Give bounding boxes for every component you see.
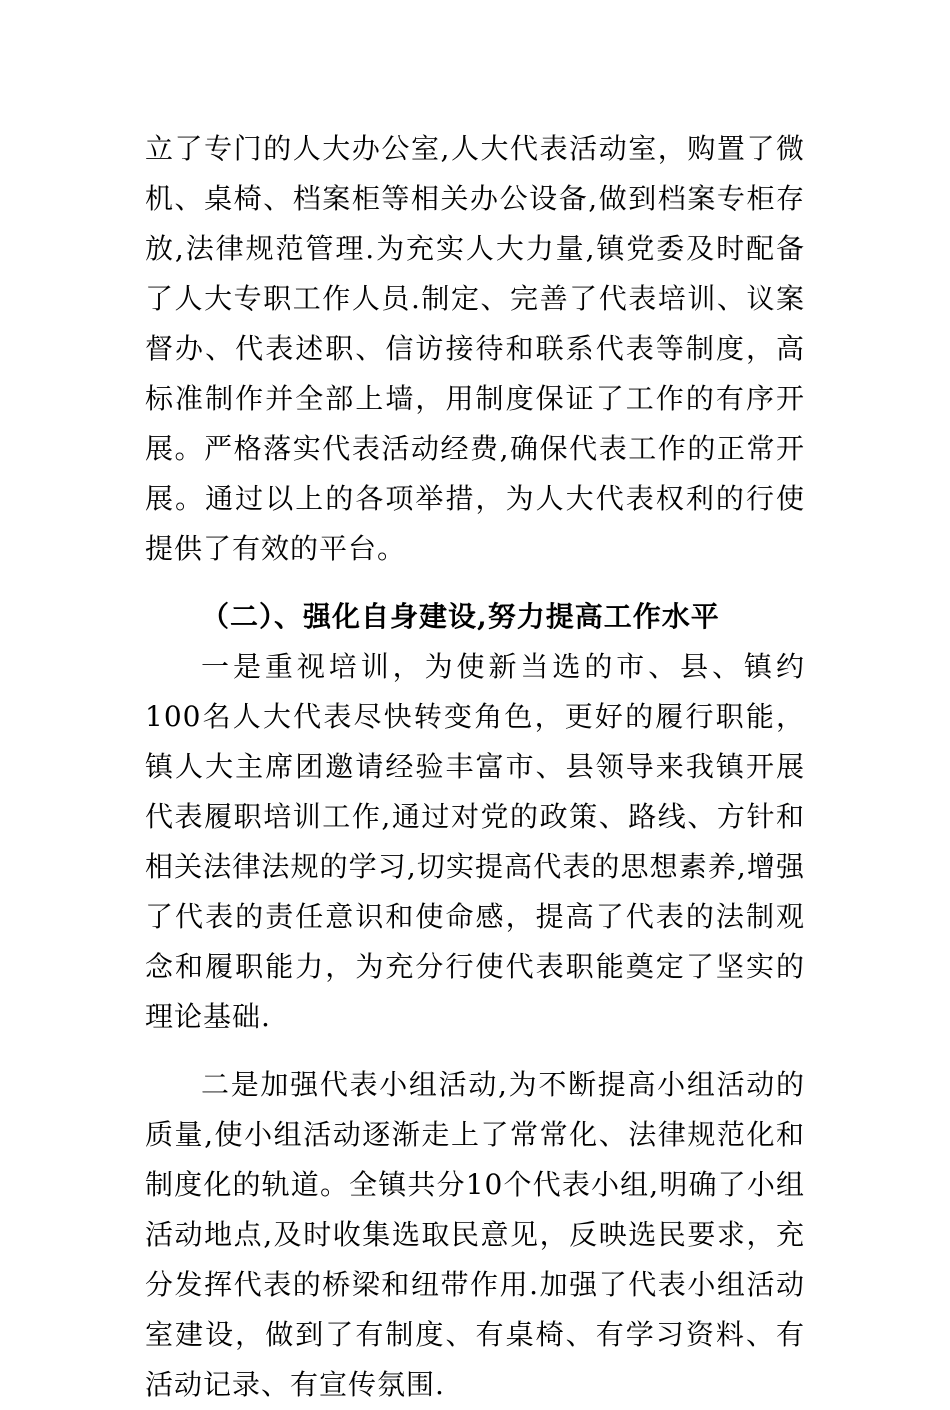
paragraph-1: 立了专门的人大办公室,人大代表活动室，购置了微机、桌椅、档案柜等相关办公设备,做到档案专柜存放,法律规范管理.为充实人大力量,镇党委及时配备了人大专职工作人员.制定、完善了代表培训、议案督办、代表述职、信访接待和联系代表等制度，高标准制作并全部上墙，用制度保证了工作的有序开展。严格落实代表活动经费,确保代表工作的正常开展。通过以上的各项举措，为人大代表权利的行使提供了有效的平台。 (145, 132, 805, 565)
document-page (145, 124, 805, 1410)
section-heading: （二）、强化自身建设,努力提高工作水平 (201, 600, 720, 633)
paragraph-2: 一是重视培训，为使新当选的市、县、镇约100名人大代表尽快转变角色，更好的履行职能，镇人大主席团邀请经验丰富市、县领导来我镇开展代表履职培训工作,通过对党的政策、路线、方针和相关法律法规的学习,切实提高代表的思想素养,增强了代表的责任意识和使命感，提高了代表的法制观念和履职能力，为充分行使代表职能奠定了坚实的理论基础. (145, 650, 805, 1033)
spacer (145, 574, 805, 592)
spacer (145, 1042, 805, 1060)
paragraph-3: 二是加强代表小组活动,为不断提高小组活动的质量,使小组活动逐渐走上了常常化、法律规范化和制度化的轨道。全镇共分10个代表小组,明确了小组活动地点,及时收集选取民意见，反映选民要求，充分发挥代表的桥梁和纽带作用.加强了代表小组活动室建设，做到了有制度、有桌椅、有学习资料、有活动记录、有宣传氛围. (145, 1068, 805, 1401)
